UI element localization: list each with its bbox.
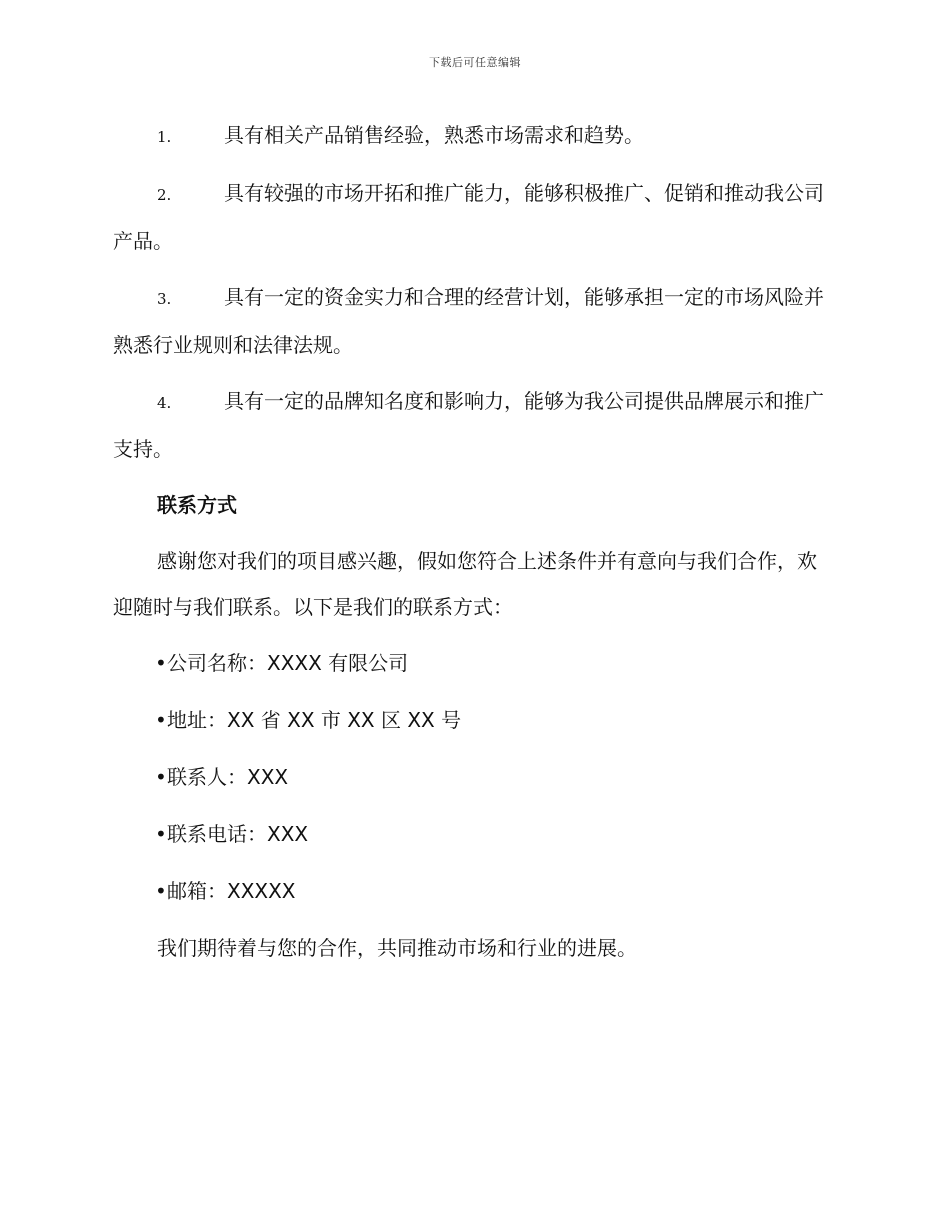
contact-item-person xyxy=(113,754,835,800)
closing-paragraph: 我们期待着与您的合作，共同推动市场和行业的进展。 xyxy=(157,936,637,960)
requirement-item-3 xyxy=(113,274,835,368)
requirement-number: 4. xyxy=(157,394,172,412)
bullet-icon: • xyxy=(155,708,167,732)
requirement-number: 3. xyxy=(157,290,172,308)
requirement-number: 2. xyxy=(157,186,172,204)
bullet-icon: • xyxy=(155,651,167,675)
bullet-icon: • xyxy=(155,765,167,789)
contact-item-company xyxy=(113,640,835,686)
contact-item-text: 邮箱：XXXXX xyxy=(167,879,296,903)
requirement-item-2 xyxy=(113,170,835,264)
contact-item-text: 地址：XX 省 XX 市 XX 区 XX 号 xyxy=(167,708,462,732)
contact-item-phone xyxy=(113,811,835,857)
requirement-item-4 xyxy=(113,378,835,472)
contact-item-email xyxy=(113,868,835,914)
requirement-text: 具有一定的品牌知名度和影响力，能够为我公司提供品牌展示和推广支持。 xyxy=(113,389,824,461)
bullet-icon: • xyxy=(155,879,167,903)
requirement-item-1 xyxy=(113,112,835,160)
contact-item-text: 联系电话：XXX xyxy=(167,822,309,846)
requirement-number: 1. xyxy=(157,128,172,146)
contact-heading: 联系方式 xyxy=(157,493,237,517)
bullet-icon: • xyxy=(155,822,167,846)
page-header: 下载后可任意编辑 xyxy=(429,56,521,69)
contact-intro: 感谢您对我们的项目感兴趣，假如您符合上述条件并有意向与我们合作，欢迎随时与我们联系。以下是我们的联系方式： xyxy=(113,549,817,619)
contact-item-text: 公司名称：XXXX 有限公司 xyxy=(167,651,409,675)
requirement-text: 具有一定的资金实力和合理的经营计划，能够承担一定的市场风险并熟悉行业规则和法律法规。 xyxy=(113,285,824,357)
contact-item-text: 联系人：XXX xyxy=(167,765,289,789)
requirement-text: 具有相关产品销售经验，熟悉市场需求和趋势。 xyxy=(224,123,644,147)
document-body xyxy=(113,112,835,981)
contact-item-address xyxy=(113,697,835,743)
requirement-text: 具有较强的市场开拓和推广能力，能够积极推广、促销和推动我公司产品。 xyxy=(113,181,824,253)
